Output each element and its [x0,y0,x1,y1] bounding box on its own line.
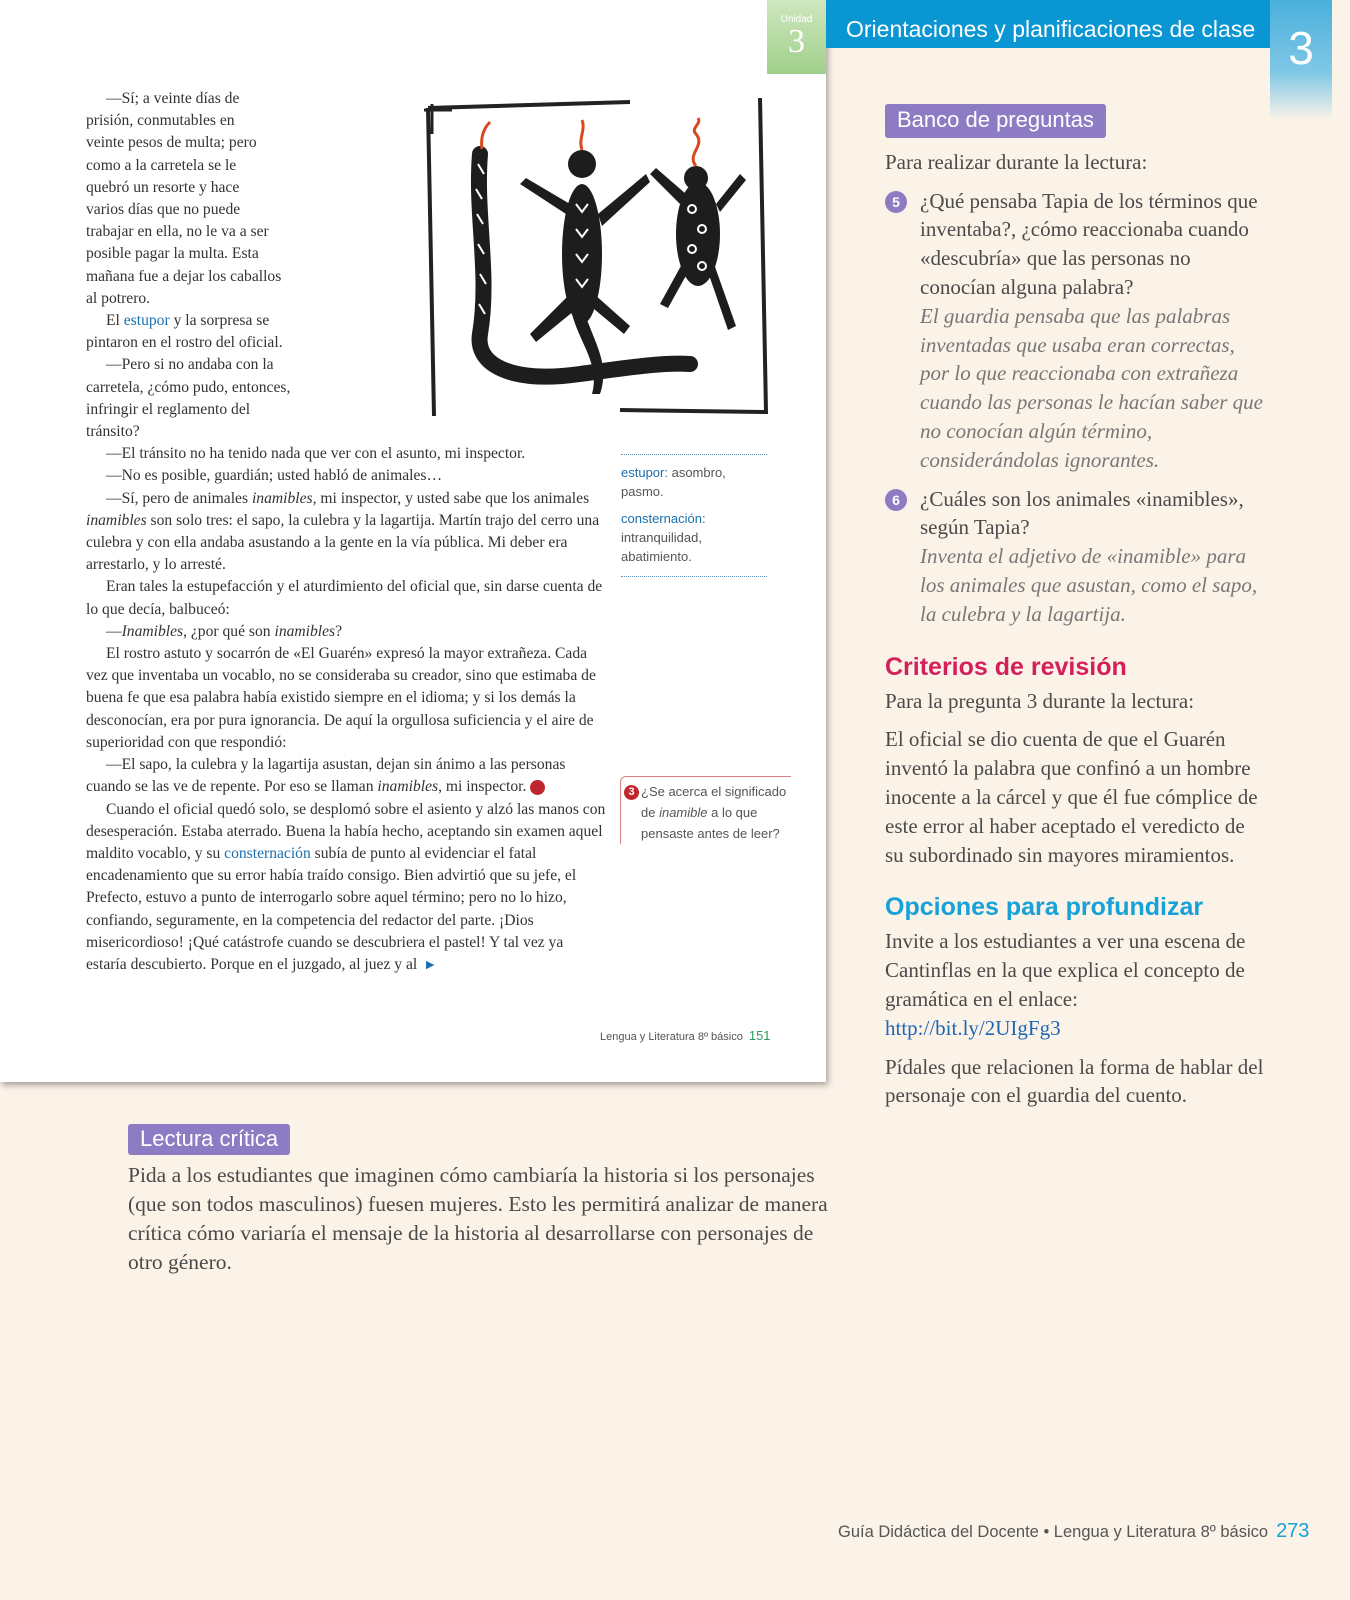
opciones-text: Invite a los estudiantes a ver una escena de Cantinflas en la que explica el concepto de gramática en el enlace: [885,929,1246,1011]
footer-page-number: 273 [1276,1520,1310,1542]
story-paragraph: El estupor y la sorpresa se pintaron en el rostro del oficial. [86,312,283,352]
glossary-term: estupor: [621,465,668,480]
answer-text: Inventa el adjetivo de «inamible» para los animales que asustan, como el sapo, la culebra y la lagartija. [920,544,1258,626]
story-paragraph: Cuando el oficial quedó solo, se desplomó sobre el asiento y alzó las manos con desesperación. Estaba aterrado. Buena la había hecho, aceptando sin examen aquel maldito vocablo, y su consternación subía de punto al evidenciar el fatal encadenamiento que su error había traído consigo. Bien advirtió que su jefe, el Prefecto, estuvo a punto de interrogarlo sobre aquel término; pero no lo hizo, confiando, seguramente, en la competencia del redactor del parte. ¡Dios misericordioso! ¡Qué catástrofe cuando se descubriera el pastel! Y tal vez ya estaría descubierto. Porque en el juzgado, al juez y al ► [86,800,606,973]
story-paragraph: —No es posible, guardián; usted habló de animales… [106,467,443,485]
story-paragraph: —Sí, pero de animales inamibles, mi inspector, y usted sabe que los animales inamibles son solo tres: el sapo, la culebra y la lagartija. Martín trajo del cerro una culebra y con ella andaba asustando a la gente en la vía pública. Mi deber era arrestarlo, y lo arresté. [86,489,600,574]
student-page-folio: Lengua y Literatura 8º básico 151 [600,1028,771,1043]
glossary-definition: asombro, pasmo. [621,465,726,499]
story-paragraph: —Pero si no andaba con la carretela, ¿cómo pudo, entonces, infringir el reglamento del tránsito? [86,356,291,441]
lectura-critica-section [128,1124,828,1277]
unit-tab [767,0,826,74]
opciones-heading: Opciones para profundizar [885,893,1204,922]
story-paragraph: Eran tales la estupefacción y el aturdimiento del oficial que, sin darse cuenta de lo que decía, balbuceó: [86,578,603,618]
glossary-word-estupor: estupor [123,312,170,330]
story-paragraph: El rostro astuto y socarrón de «El Guarén» expresó la mayor extrañeza. Cada vez que inventaba un vocablo, no se consideraba su creador, sino que estimaba de buena fe que esa palabra había existido siempre en el idioma; y si los demás la desconocían, era por pura ignorancia. De aquí la orgullosa suficiencia y el aire de superioridad con que respondió: [86,645,596,751]
teacher-guide-column [885,104,1265,1110]
criterios-heading: Criterios de revisión [885,652,1127,681]
glossary-entry [621,463,767,501]
question-marker-3: 3 [530,780,545,795]
continue-arrow-icon: ► [423,957,438,973]
unit-tab-number: 3 [788,23,805,60]
story-paragraph: —El sapo, la culebra y la lagartija asustan, dejan sin ánimo a las personas cuando se las ve de repente. Por eso se llaman inamibles, mi inspector. 3 [86,756,566,796]
banco-intro: Para realizar durante la lectura: [885,149,1148,174]
story-text [86,88,606,977]
unit-number-tab: 3 [1270,0,1332,120]
opciones-text-2: Pídales que relacionen la forma de hablar del personaje con el guardia del cuento. [885,1054,1264,1108]
story-paragraph: —Sí; a veinte días de prisión, conmutables en veinte pesos de multa; pero como a la carretela se le quebró un resorte y hace varios días que no puede trabajar en ella, no le va a ser posible pagar la multa. Esta mañana fue a dejar los caballos al potrero. [86,90,282,307]
glossary-box [621,454,767,577]
glossary-definition: intranquilidad, abatimiento. [621,530,702,564]
criterios-body: El oficial se dio cuenta de que el Guarén inventó la palabra que confinó a un hombre inocente a la cárcel y que él fue cómplice de este error al haber aceptado el veredicto de su subordinado sin mayores miramientos. [885,727,1258,867]
question-number-badge: 6 [885,489,907,511]
lectura-critica-body: Pida a los estudiantes que imaginen cómo cambiaría la historia si los personajes (que son todos masculinos) fuesen mujeres. Esto les permitirá analizar de manera crítica cómo variaría el mensaje de la historia al desarrollarse con personajes de otro género. [128,1163,828,1274]
question-number-badge: 5 [885,191,907,213]
question-text: ¿Qué pensaba Tapia de los términos que inventaba?, ¿cómo reaccionaba cuando «descubría» que las personas no conocían alguna palabra? [920,188,1258,299]
footer-text: Guía Didáctica del Docente • Lengua y Literatura 8º básico [838,1523,1269,1541]
question-item-5 [885,187,1265,475]
criterios-intro: Para la pregunta 3 durante la lectura: [885,688,1195,713]
question-marker-3: 3 [624,785,639,800]
banco-preguntas-label: Banco de preguntas [885,104,1106,138]
glossary-word-consternacion: consternación [224,844,311,862]
story-paragraph: —Inamibles, ¿por qué son inamibles? [106,622,343,640]
section-header: Orientaciones y planificaciones de clase [826,0,1270,48]
unit-tab-label: Unidad [780,14,813,25]
cantinflas-link[interactable]: http://bit.ly/2UIgFg3 [885,1015,1061,1040]
answer-text: El guardia pensaba que las palabras inventadas que usaba eran correctas, por lo que reaccionaba con extrañeza cuando las personas le hacían saber que no conocían algún término, considerándolas ignorantes. [920,303,1263,472]
story-paragraph: —El tránsito no ha tenido nada que ver con el asunto, mi inspector. [106,445,526,463]
glossary-term: consternación: [621,511,706,526]
glossary-entry [621,509,767,566]
question-item-6 [885,485,1265,629]
lectura-critica-label: Lectura crítica [128,1124,290,1155]
side-question-3: 3 ¿Se acerca el significado de inamible a lo que pensaste antes de leer? [620,776,791,844]
student-page-number: 151 [748,1028,771,1043]
question-text: ¿Cuáles son los animales «inamibles», según Tapia? [920,486,1244,540]
student-book-page [0,0,826,1082]
page-footer [838,1520,1309,1543]
